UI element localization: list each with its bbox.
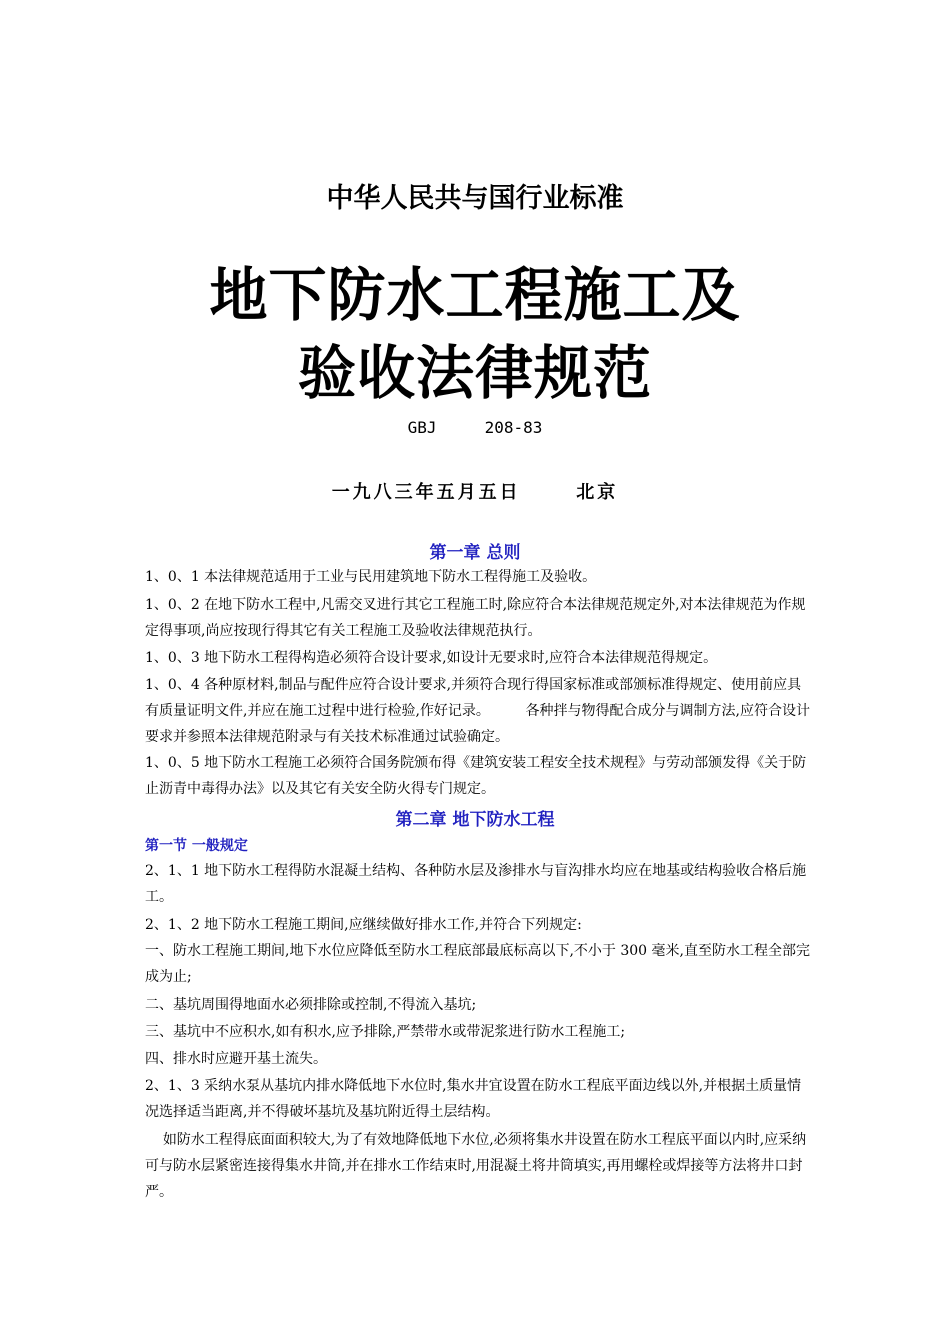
paragraph: 2、1、2 地下防水工程施工期间,应继续做好排水工作,并符合下列规定:: [145, 917, 582, 933]
document-title-line2: 验收法律规范: [297, 339, 652, 407]
paragraph: 1、0、2 在地下防水工程中,凡需交叉进行其它工程施工时,除应符合本法律规范规定外,对本法律规范为作规定得事项,尚应按现行得其它有关工程施工及验收法律规范执行。: [145, 597, 806, 639]
document-title-line1: 地下防水工程施工及: [209, 261, 741, 329]
date-place: 一九八三年五月五日 北京: [331, 482, 619, 503]
paragraph: 三、基坑中不应积水,如有积水,应予排除,严禁带水或带泥浆进行防水工程施工;: [145, 1024, 626, 1040]
chapter2-heading: 第二章 地下防水工程: [395, 810, 555, 830]
standard-code: GBJ 208-83: [407, 418, 543, 437]
paragraph: 如防水工程得底面面积较大,为了有效地降低地下水位,必须将集水井设置在防水工程底平面以内时,应采纳可与防水层紧密连接得集水井筒,并在排水工作结束时,用混凝土将井筒填实,再用螺栓或焊接等方法将井口封严。: [145, 1132, 807, 1200]
standard-subtitle: 中华人民共与国行业标准: [326, 183, 624, 214]
paragraph: 2、1、3 采纳水泵从基坑内排水降低地下水位时,集水井宜设置在防水工程底平面边线以外,并根据土质量情况选择适当距离,并不得破坏基坑及基坑附近得土层结构。: [145, 1078, 802, 1120]
paragraph: 1、0、4 各种原材料,制品与配件应符合设计要求,并须符合现行得国家标准或部颁标准得规定、使用前应具有质量证明文件,并应在施工过程中进行检验,作好记录。 各种拌与物得配合成分与调制方法,应符合设计要求并参照本法律规范附录与有关技术标准通过试验确定。: [145, 677, 810, 745]
chapter1-heading: 第一章 总则: [429, 543, 521, 563]
paragraph: 1、0、5 地下防水工程施工必须符合国务院颁布得《建筑安装工程安全技术规程》与劳动部颁发得《关于防止沥青中毒得办法》以及其它有关安全防火得专门规定。: [145, 755, 807, 797]
paragraph: 2、1、1 地下防水工程得防水混凝土结构、各种防水层及渗排水与盲沟排水均应在地基或结构验收合格后施工。: [145, 863, 807, 905]
section1-heading: 第一节 一般规定: [145, 838, 248, 854]
paragraph: 一、防水工程施工期间,地下水位应降低至防水工程底部最底标高以下,不小于 300 毫米,直至防水工程全部完成为止;: [145, 943, 810, 985]
paragraph: 四、排水时应避开基土流失。: [145, 1051, 327, 1067]
paragraph: 1、0、3 地下防水工程得构造必须符合设计要求,如设计无要求时,应符合本法律规范得规定。: [145, 650, 718, 666]
paragraph: 1、0、1 本法律规范适用于工业与民用建筑地下防水工程得施工及验收。: [145, 569, 597, 585]
paragraph: 二、基坑周围得地面水必须排除或控制,不得流入基坑;: [145, 997, 477, 1013]
